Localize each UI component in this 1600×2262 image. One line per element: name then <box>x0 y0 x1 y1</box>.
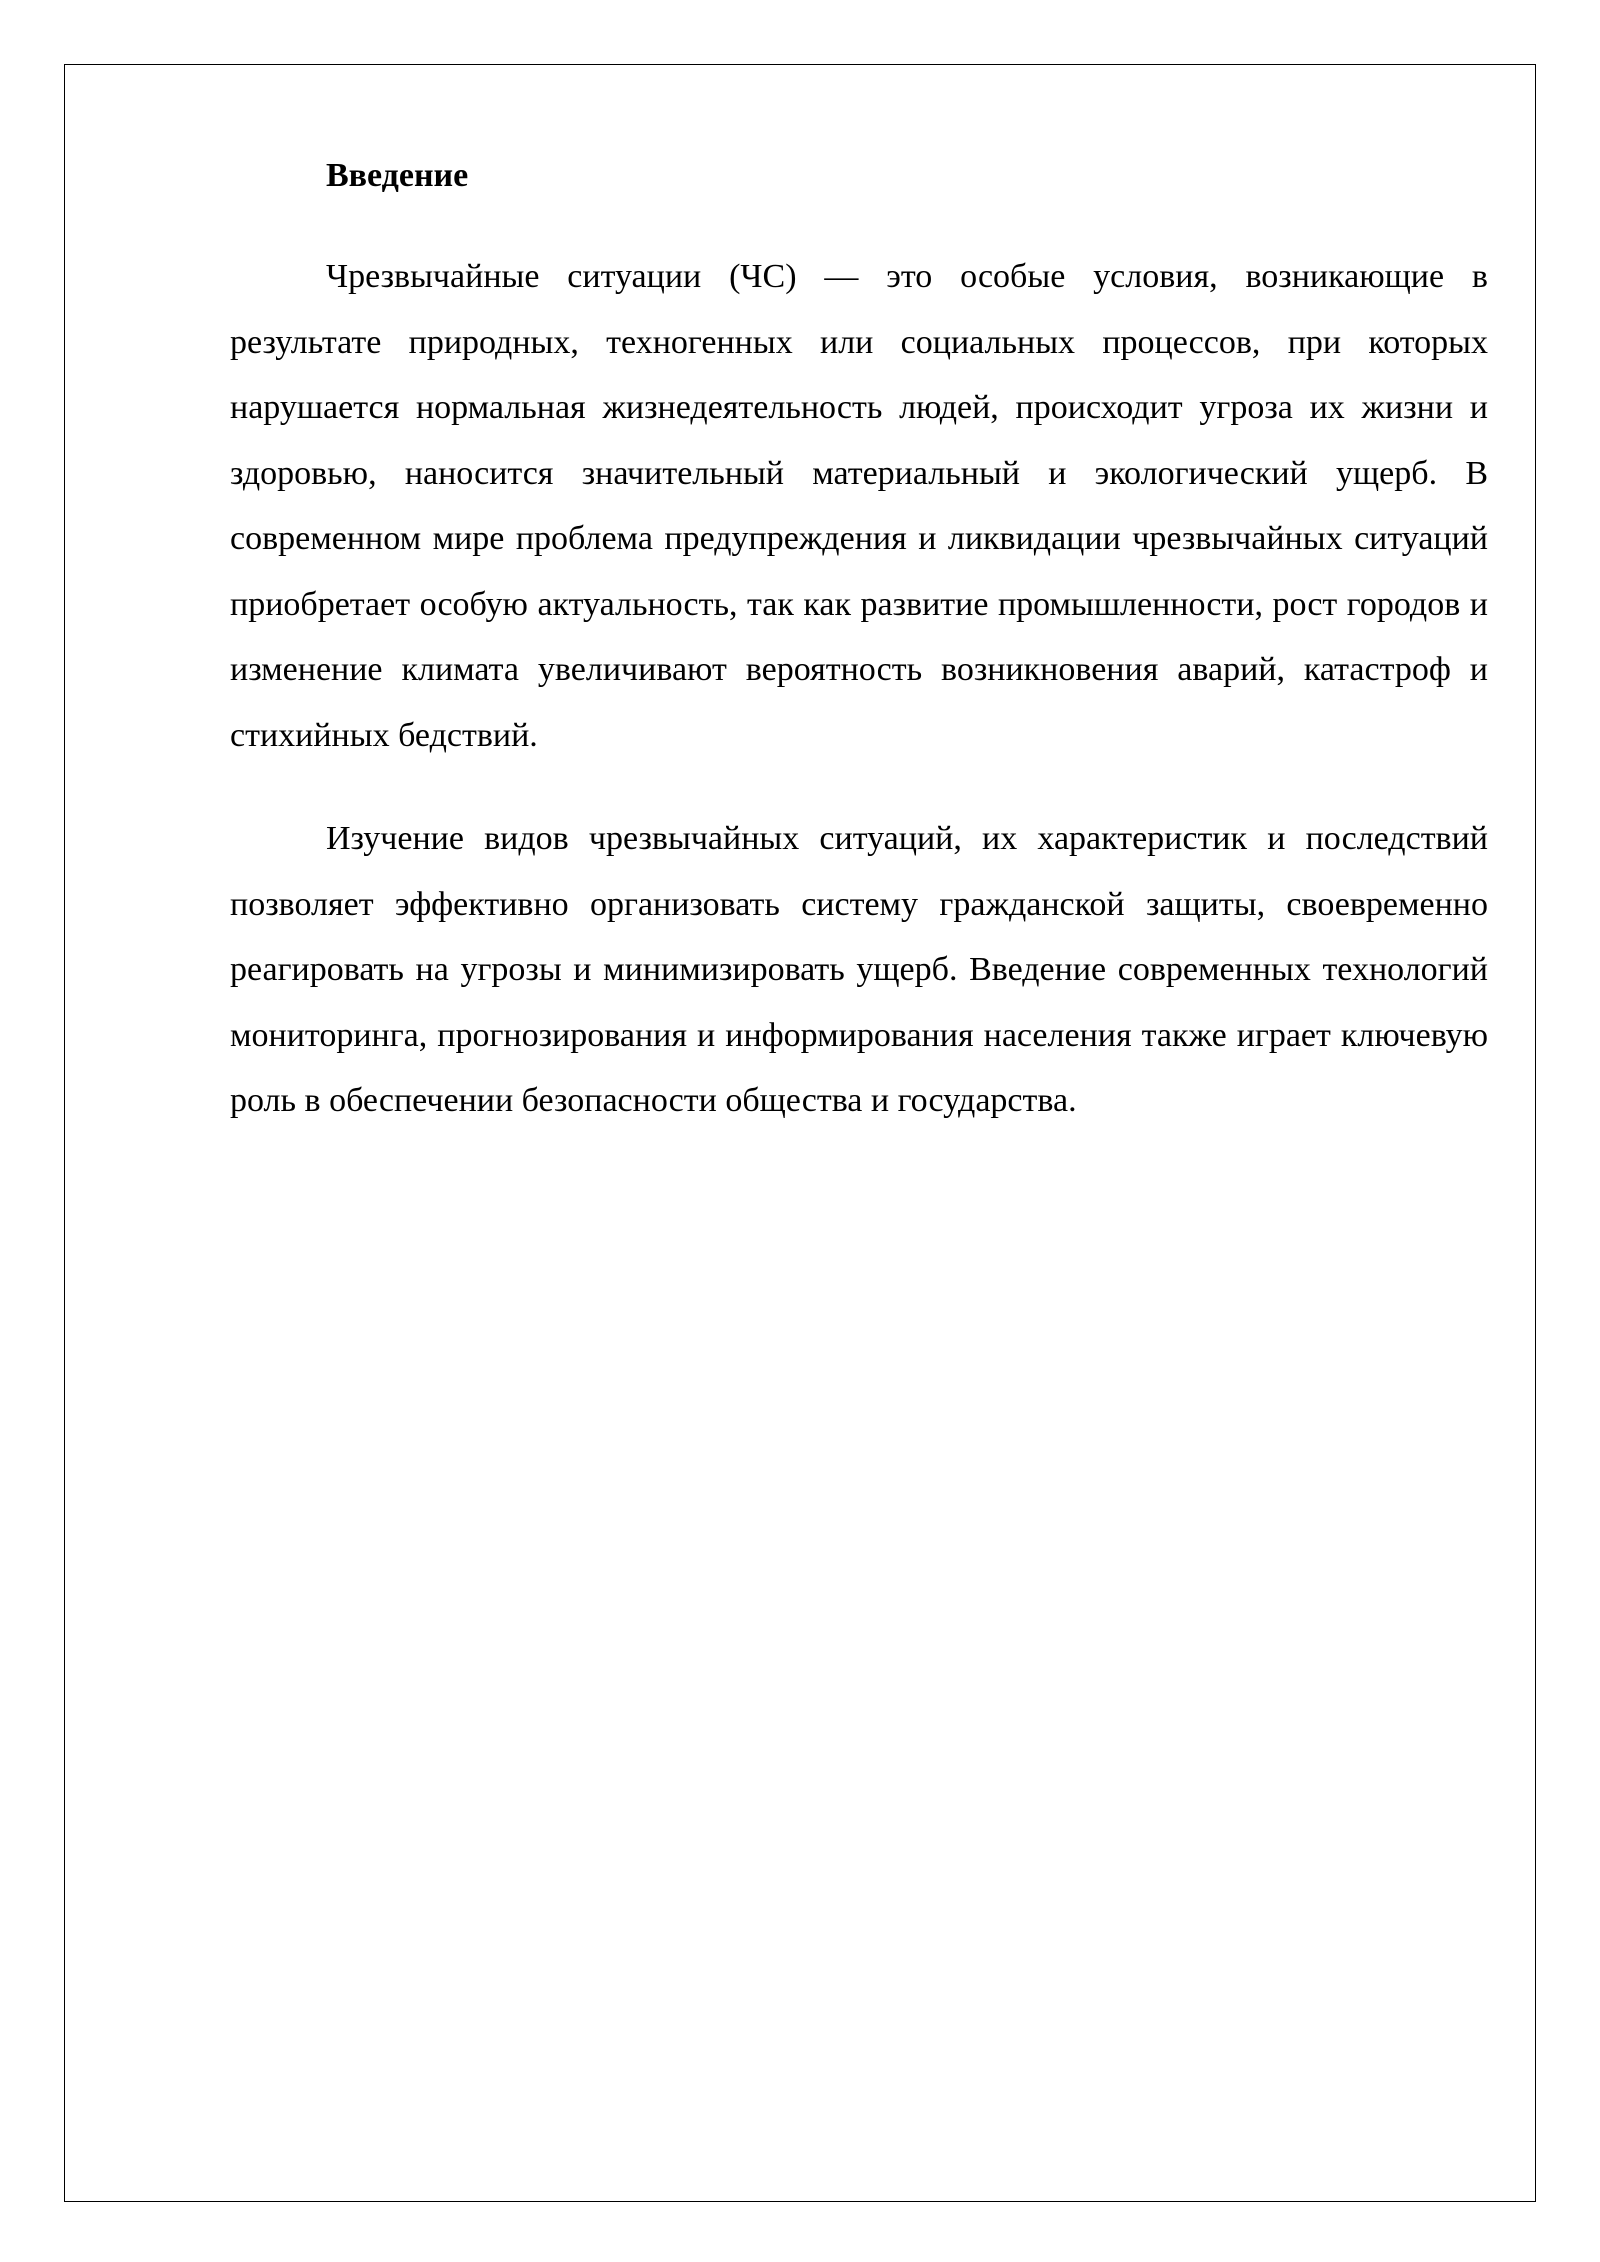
paragraph-1: Чрезвычайные ситуации (ЧС) — это особые условия, возникающие в результате природных, техногенных или социальных процессов, при которых нарушается нормальная жизнедеятельность людей, происходит угроза их жизни и здоровью, наносится значительный материальный и экологический ущерб. В современном мире проблема предупреждения и ликвидации чрезвычайных ситуаций приобретает особую актуальность, так как развитие промышленности, рост городов и изменение климата увеличивают вероятность возникновения аварий, катастроф и стихийных бедствий. <box>230 258 1488 754</box>
paragraph-2: Изучение видов чрезвычайных ситуаций, их характеристик и последствий позволяет эффективно организовать систему гражданской защиты, своевременно реагировать на угрозы и минимизировать ущерб. Введение современных технологий мониторинга, прогнозирования и информирования населения также играет ключевую роль в обеспечении безопасности общества и государства. <box>230 820 1488 1119</box>
document-body <box>230 148 1488 1134</box>
section-heading: Введение <box>326 157 469 194</box>
